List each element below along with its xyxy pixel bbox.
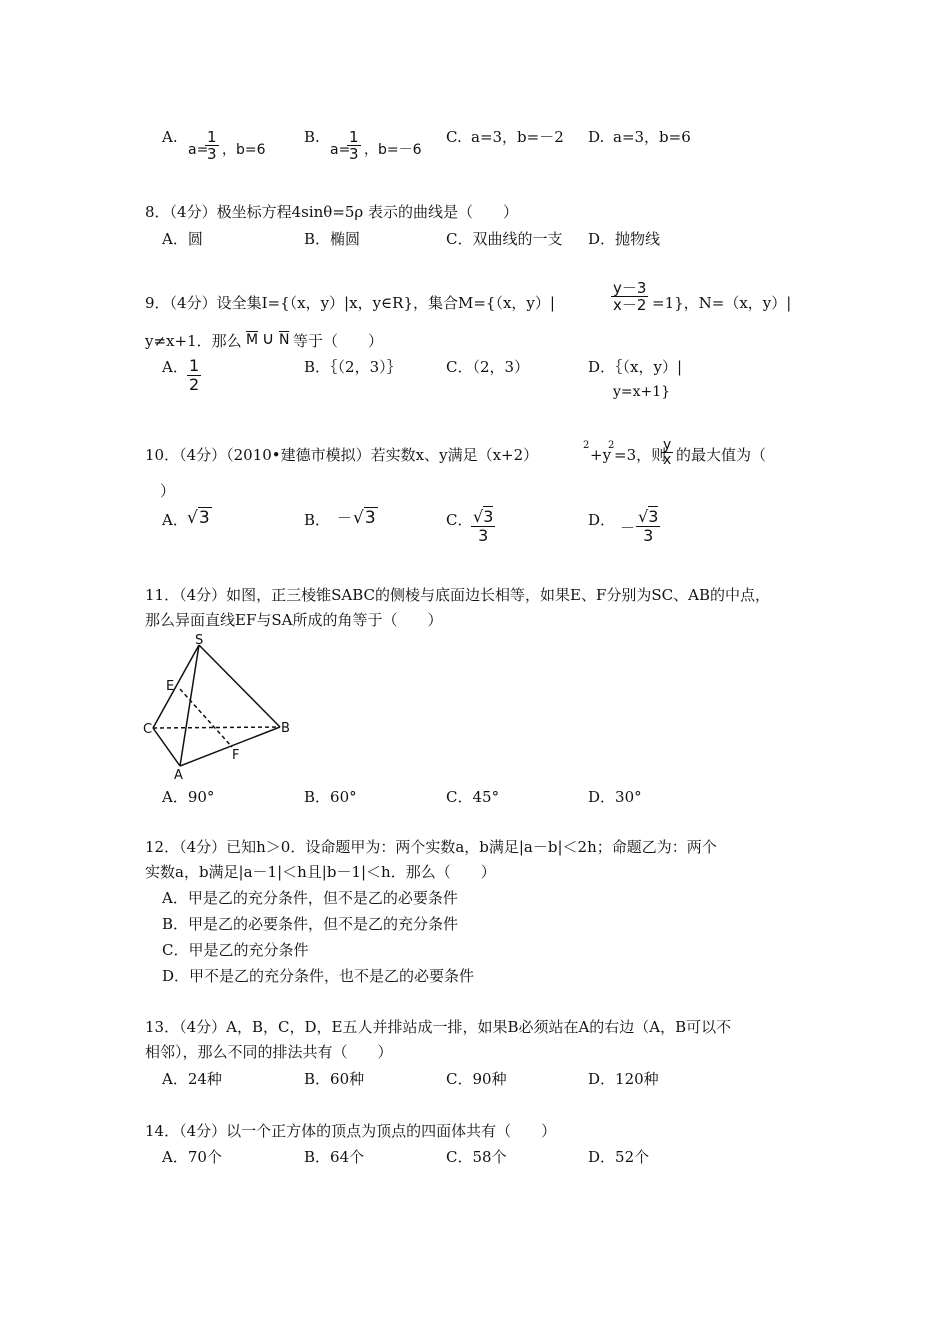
q7-option-a-prefix: a= [188, 142, 209, 158]
q11-option-d: D．30° [588, 788, 642, 806]
q7-option-d-letter: D. [588, 128, 605, 146]
q7-option-b-rest: ，b=－6 [364, 142, 422, 158]
q13-line1: 13．（4分）A，B，C，D，E五人并排站成一排，如果B必须站在A的右边（A，B可以不 [145, 1018, 732, 1036]
q9-option-b: B．｛（2，3）｝ [304, 358, 402, 376]
q7-option-a-fraction: 1 3 [207, 128, 217, 163]
q10-line2: ） [160, 482, 176, 500]
q10-option-b-sqrt: √3 [353, 508, 376, 528]
q12-line2: 实数a，b满足|a－1|＜h且|b－1|＜h．那么（ ） [145, 863, 496, 881]
label-c: C [143, 722, 153, 737]
q10-sup-2: 2 [608, 440, 615, 451]
q10-option-c-fraction: √3 3 [473, 507, 494, 545]
q10-option-b-letter: B． [304, 511, 331, 529]
q10-option-b-sign: － [337, 509, 353, 527]
tetrahedron-figure [140, 630, 300, 782]
q8-option-b: B．椭圆 [304, 230, 361, 248]
q7-option-b-prefix: a= [330, 142, 351, 158]
q9-m-complement: M [246, 332, 259, 348]
q12-option-c: C．甲是乙的充分条件 [162, 941, 309, 959]
q13-option-b: B．60种 [304, 1070, 365, 1088]
q10-option-d-fraction: √3 3 [638, 507, 659, 545]
q8-option-c: C．双曲线的一支 [446, 230, 563, 248]
q9-option-a-fraction: 1 2 [189, 356, 200, 394]
q9-stem-part1: 9．（4分）设全集I={（x，y）|x，y∈R}，集合M={（x，y）| [145, 294, 555, 312]
q7-option-a-rest: ，b=6 [222, 142, 266, 158]
q10-stem-part2: +y [590, 446, 612, 464]
q9-n-complement: N [279, 332, 290, 348]
q7-option-c-text: a=3，b=－2 [471, 128, 564, 146]
q11-option-c: C．45° [446, 788, 500, 806]
q10-stem-part1: 10．（4分）（2010•建德市模拟）若实数x、y满足（x+2） [145, 446, 539, 464]
q9-line2-prefix: y≠x+1．那么 [145, 332, 242, 350]
q11-option-a: A．90° [162, 788, 215, 806]
q13-option-a: A．24种 [162, 1070, 222, 1088]
q10-stem-part4: 的最大值为（ [676, 446, 767, 464]
q9-option-c: C．（2，3） [446, 358, 530, 376]
q9-fraction: y－3 x－2 [613, 279, 647, 314]
label-s: S [195, 633, 204, 648]
q10-fraction: y x [663, 437, 672, 468]
q12-option-a: A．甲是乙的充分条件，但不是乙的必要条件 [162, 889, 458, 907]
q10-option-d-letter: D． [588, 511, 616, 529]
q10-option-c-letter: C． [446, 511, 473, 529]
q7-option-c-letter: C. [446, 128, 462, 146]
edge-sb [199, 645, 280, 727]
q12-line1: 12．（4分）已知h＞0．设命题甲为：两个实数a，b满足|a－b|＜2h；命题乙为：两个 [145, 838, 717, 856]
q12-option-d: D．甲不是乙的充分条件，也不是乙的必要条件 [162, 967, 475, 985]
q9-option-d-line1: D．｛（x，y）| [588, 358, 683, 376]
q10-option-d-sign: － [620, 519, 636, 537]
q7-option-d-text: a=3，b=6 [613, 128, 691, 146]
q10-sup-1: 2 [583, 440, 590, 451]
q14-option-b: B．64个 [304, 1148, 365, 1166]
label-e: E [166, 679, 175, 694]
label-b: B [281, 721, 290, 736]
q12-option-b: B．甲是乙的必要条件，但不是乙的充分条件 [162, 915, 459, 933]
q9-union-symbol: ∪ [262, 329, 275, 349]
q9-stem-part2: =1}，N=（x，y）| [652, 294, 792, 312]
q14-option-d: D．52个 [588, 1148, 650, 1166]
q7-option-b-letter: B. [304, 128, 320, 146]
q8-option-d: D．抛物线 [588, 230, 661, 248]
q14-stem: 14．（4分）以一个正方体的顶点为顶点的四面体共有（ ） [145, 1122, 557, 1140]
q9-option-a-letter: A． [162, 358, 188, 376]
q13-line2: 相邻），那么不同的排法共有（ ） [145, 1043, 393, 1061]
q13-option-d: D．120种 [588, 1070, 659, 1088]
q9-option-d-line2: y=x+1} [613, 384, 671, 400]
q11-line1: 11．（4分）如图，正三棱锥SABC的侧棱与底面边长相等，如果E、F分别为SC、AB的中点， [145, 586, 770, 604]
q10-option-a-sqrt: √3 [187, 508, 210, 528]
label-a: A [174, 768, 183, 782]
q11-option-b: B．60° [304, 788, 357, 806]
q7-option-a-letter: A. [162, 128, 178, 146]
q11-line2: 那么异面直线EF与SA所成的角等于（ ） [145, 611, 443, 629]
q8-option-a: A．圆 [162, 230, 203, 248]
q14-option-c: C．58个 [446, 1148, 507, 1166]
label-f: F [232, 748, 240, 763]
q7-option-b-fraction: 1 3 [349, 128, 359, 163]
q14-option-a: A．70个 [162, 1148, 222, 1166]
edge-ab [180, 727, 280, 766]
edge-cb-hidden [153, 727, 280, 728]
q10-stem-part3: =3，则 [614, 446, 667, 464]
q13-option-c: C．90种 [446, 1070, 507, 1088]
q8-stem: 8．（4分）极坐标方程4sinθ=5ρ 表示的曲线是（ ） [145, 203, 519, 221]
q10-option-a-letter: A． [162, 511, 188, 529]
q9-line2-suffix: 等于（ ） [293, 332, 384, 350]
edge-ca [153, 728, 180, 766]
